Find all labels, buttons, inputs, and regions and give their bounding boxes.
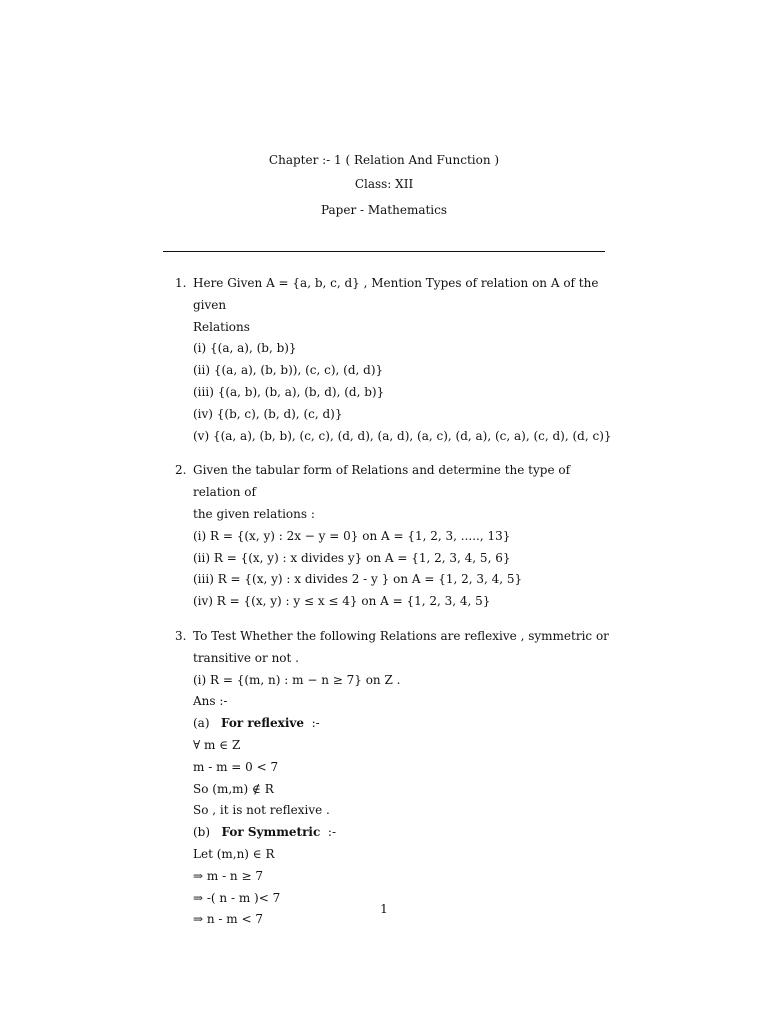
- heading-suffix: :-: [327, 825, 337, 840]
- heading-suffix: :-: [311, 716, 320, 731]
- reflexive-heading-text: For reflexive: [220, 716, 304, 731]
- question-number: 1.: [175, 276, 187, 290]
- question-text-line: Relations: [193, 319, 250, 334]
- question-number: 2.: [175, 463, 187, 478]
- relation-item: (i) {(a, a), (b, b)}: [193, 341, 297, 356]
- working-line: ⇒ m - n ≥ 7: [193, 868, 263, 883]
- relation-item: (iii) R = {(x, y) : x divides 2 - y } on A = {1, 2, 3, 4, 5}: [193, 572, 523, 587]
- question-text-line: To Test Whether the following Relations are reflexive , symmetric or: [193, 628, 609, 643]
- class-label: Class: XII: [354, 177, 414, 191]
- question-1: [175, 273, 615, 447]
- paper-label: Paper - Mathematics: [320, 203, 448, 217]
- question-number: 3.: [175, 628, 187, 643]
- reflexive-heading: [193, 713, 615, 735]
- answer-label: Ans :-: [193, 694, 228, 709]
- working-line: ⇒ -( n - m )< 7: [193, 890, 281, 905]
- working-line: ∀ m ∈ Z: [193, 737, 241, 752]
- question-text-line: transitive or not .: [193, 650, 299, 665]
- part-label: (a): [193, 716, 210, 731]
- chapter-title: Chapter :- 1 ( Relation And Function ): [268, 153, 500, 167]
- question-2: [175, 460, 615, 613]
- relation-item: (iv) R = {(x, y) : y ≤ x ≤ 4} on A = {1, 2, 3, 4, 5}: [193, 594, 491, 609]
- working-line: So (m,m) ∉ R: [193, 781, 274, 796]
- question-text-line: the given relations :: [193, 506, 315, 521]
- page-number: 1: [380, 902, 388, 916]
- question-text-line: Given the tabular form of Relations and determine the type of relation of: [193, 463, 571, 500]
- relation-item: (ii) R = {(x, y) : x divides y} on A = {1, 2, 3, 4, 5, 6}: [193, 550, 511, 565]
- working-line: ⇒ n - m < 7: [193, 912, 263, 927]
- symmetric-heading-text: For Symmetric: [221, 825, 321, 840]
- relation-item: (ii) {(a, a), (b, b)), (c, c), (d, d)}: [193, 363, 384, 378]
- header-divider: [163, 251, 605, 252]
- relation-item: (i) R = {(m, n) : m − n ≥ 7} on Z .: [193, 672, 401, 687]
- symmetric-heading: [193, 822, 615, 844]
- question-list: [175, 273, 615, 944]
- working-line: So , it is not reflexive .: [193, 803, 330, 818]
- relation-item: (v) {(a, a), (b, b), (c, c), (d, d), (a, d), (a, c), (d, a), (c, a), (c, d), (d, c)}: [193, 428, 612, 443]
- working-line: m - m = 0 < 7: [193, 759, 279, 774]
- question-3: [175, 626, 615, 931]
- relation-item: (i) R = {(x, y) : 2x − y = 0} on A = {1, 2, 3, ....., 13}: [193, 528, 511, 543]
- part-label: (b): [193, 825, 211, 840]
- question-text-line: Here Given A = {a, b, c, d} , Mention Types of relation on A of the given: [193, 276, 599, 312]
- working-line: Let (m,n) ∈ R: [193, 846, 275, 861]
- relation-item: (iv) {(b, c), (b, d), (c, d)}: [193, 406, 343, 421]
- relation-item: (iii) {(a, b), (b, a), (b, d), (d, b)}: [193, 384, 385, 399]
